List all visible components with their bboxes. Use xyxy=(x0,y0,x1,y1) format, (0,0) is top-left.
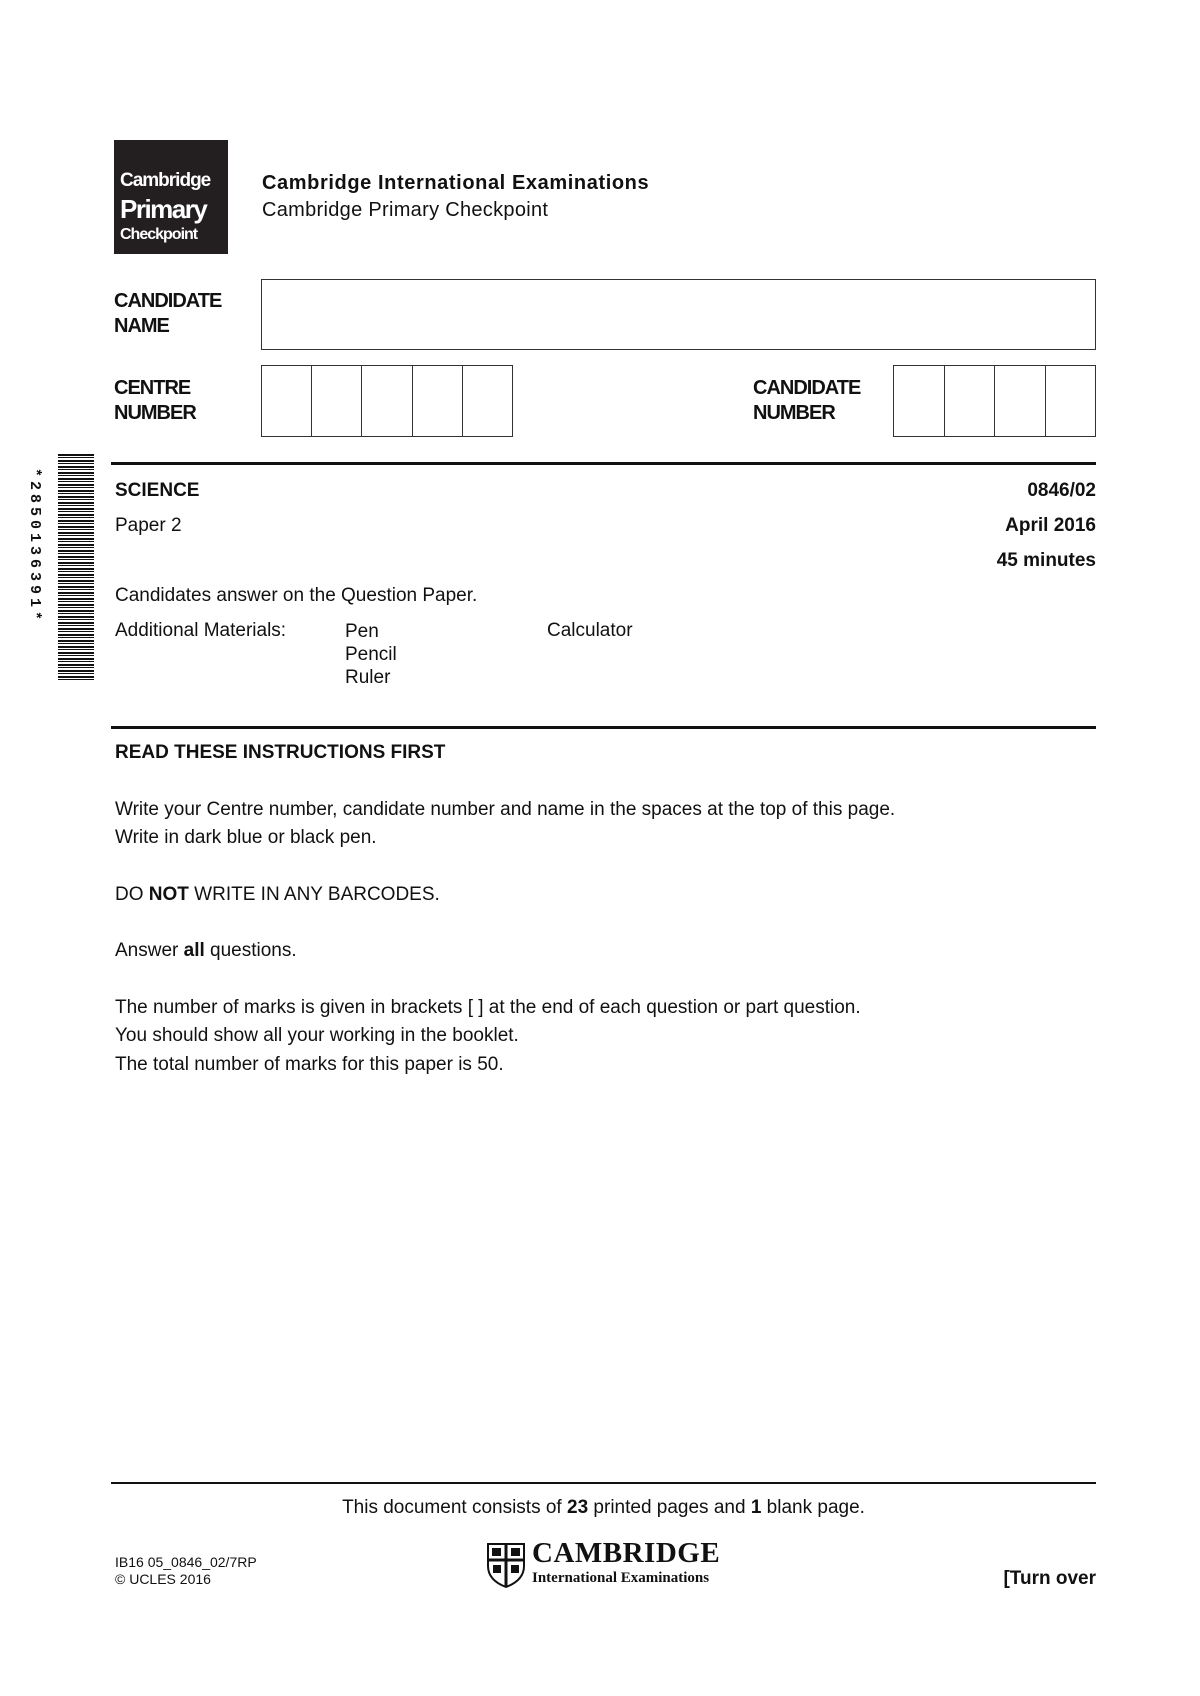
divider xyxy=(111,462,1096,465)
text: WRITE IN ANY BARCODES. xyxy=(188,884,440,905)
copyright: © UCLES 2016 xyxy=(115,1571,211,1587)
digit-box[interactable] xyxy=(362,366,412,436)
material-item: Pencil xyxy=(345,644,397,665)
exam-date: April 2016 xyxy=(1005,515,1096,536)
text-bold: 1 xyxy=(750,1497,762,1518)
instructions-heading: READ THESE INSTRUCTIONS FIRST xyxy=(115,742,446,763)
answer-note: Candidates answer on the Question Paper. xyxy=(115,585,478,606)
footer-reference xyxy=(115,1554,257,1588)
centre-number-field[interactable] xyxy=(261,365,513,437)
materials-list xyxy=(345,620,397,689)
instruction-line: Write your Centre number, candidate number and name in the spaces at the top of this page. xyxy=(115,799,896,820)
instruction-line: The number of marks is given in brackets [ ] at the end of each question or part question. xyxy=(115,997,861,1018)
instruction-line: The total number of marks for this paper is 50. xyxy=(115,1054,504,1075)
crest-icon xyxy=(486,1542,526,1588)
footer-divider xyxy=(111,1482,1096,1484)
divider xyxy=(111,726,1096,729)
digit-box[interactable] xyxy=(894,366,945,436)
label-line: NUMBER xyxy=(114,402,196,424)
digit-box[interactable] xyxy=(995,366,1046,436)
logo-line-2: Primary xyxy=(120,194,207,224)
instruction-barcodes xyxy=(115,884,440,906)
turn-over: [Turn over xyxy=(1003,1568,1096,1589)
instruction-answer xyxy=(115,940,297,962)
instruction-line: You should show all your working in the booklet. xyxy=(115,1025,519,1046)
text: This document consists of xyxy=(342,1497,567,1518)
text-bold: 23 xyxy=(567,1497,589,1518)
text: printed pages and xyxy=(588,1497,751,1518)
centre-number-label xyxy=(114,376,196,426)
text: DO xyxy=(115,884,149,905)
material-item: Ruler xyxy=(345,667,391,688)
label-line: CANDIDATE xyxy=(753,377,861,399)
cambridge-brand: CAMBRIDGE xyxy=(532,1537,721,1569)
material-calculator: Calculator xyxy=(547,620,633,641)
barcode xyxy=(58,454,94,682)
cambridge-brand-sub: International Examinations xyxy=(532,1570,710,1586)
barcode-number: *2850136391* xyxy=(26,468,43,625)
exam-board-subtitle: Cambridge Primary Checkpoint xyxy=(262,199,549,221)
label-line: CENTRE xyxy=(114,377,191,399)
text-bold: all xyxy=(183,940,205,961)
text: blank page. xyxy=(761,1497,865,1518)
digit-box[interactable] xyxy=(312,366,362,436)
digit-box[interactable] xyxy=(945,366,996,436)
materials-label: Additional Materials: xyxy=(115,620,287,641)
label-line: CANDIDATE xyxy=(114,290,222,312)
candidate-name-label xyxy=(114,289,221,339)
candidate-name-field[interactable] xyxy=(261,279,1096,350)
digit-box[interactable] xyxy=(463,366,512,436)
exam-board-title: Cambridge International Examinations xyxy=(262,172,650,194)
paper-ref: IB16 05_0846_02/7RP xyxy=(115,1554,257,1570)
exam-duration: 45 minutes xyxy=(996,550,1096,571)
text: questions. xyxy=(204,940,297,961)
material-item: Pen xyxy=(345,621,379,642)
paper-code: 0846/02 xyxy=(1027,480,1096,501)
logo-line-3: Checkpoint xyxy=(120,226,198,243)
logo-line-1: Cambridge xyxy=(120,170,211,191)
digit-box[interactable] xyxy=(262,366,312,436)
paper-number: Paper 2 xyxy=(115,515,182,536)
text: Answer xyxy=(115,940,184,961)
candidate-number-field[interactable] xyxy=(893,365,1096,437)
page-count-note xyxy=(111,1497,1096,1519)
label-line: NAME xyxy=(114,315,169,337)
digit-box[interactable] xyxy=(1046,366,1096,436)
digit-box[interactable] xyxy=(413,366,463,436)
label-line: NUMBER xyxy=(753,402,835,424)
text-bold: NOT xyxy=(148,884,189,905)
candidate-number-label xyxy=(753,376,860,426)
subject: SCIENCE xyxy=(115,480,200,501)
cambridge-primary-checkpoint-logo xyxy=(114,140,228,254)
instruction-line: Write in dark blue or black pen. xyxy=(115,827,377,848)
